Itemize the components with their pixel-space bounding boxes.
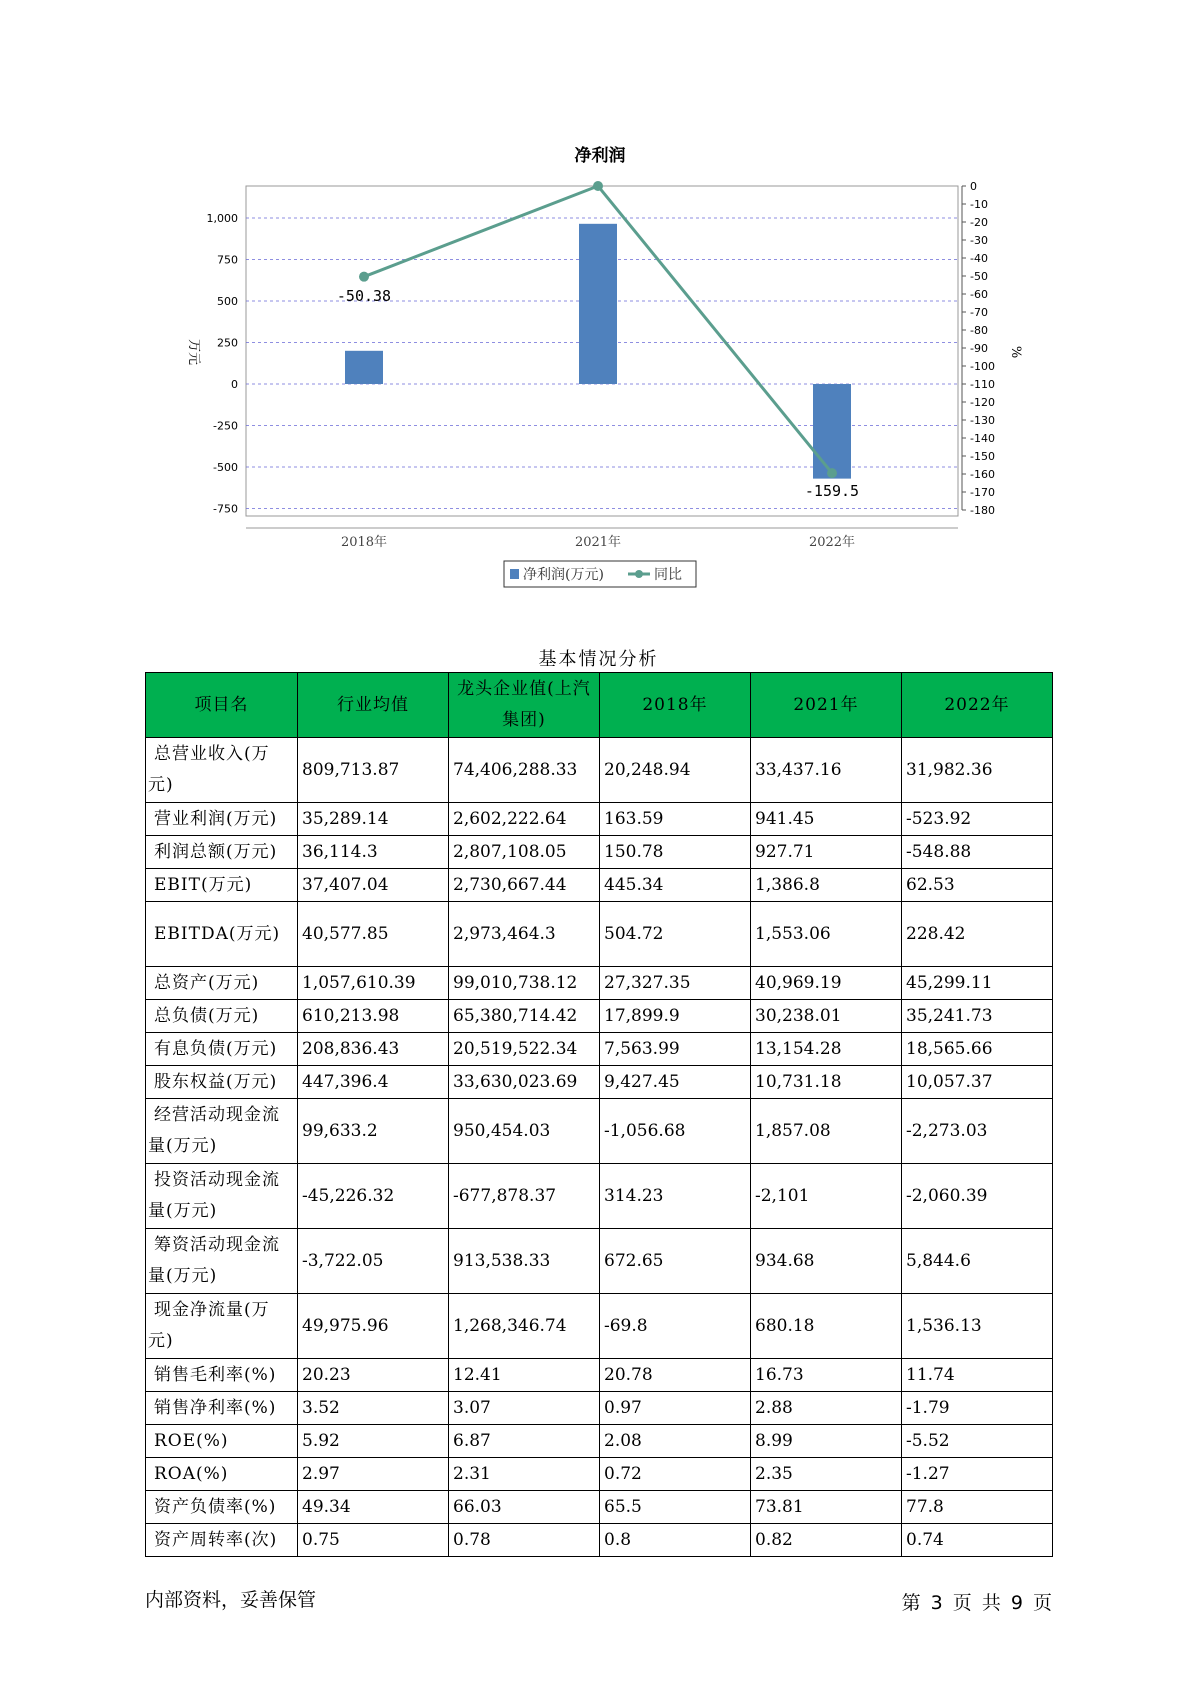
value-cell: 2,973,464.3 [449,902,600,967]
value-cell: 610,213.98 [298,1000,449,1033]
right-tick-label: -70 [970,306,988,319]
table-row [146,1425,1053,1458]
value-cell: 12.41 [449,1359,600,1392]
table-row [146,738,1053,803]
row-label-cell: 现金净流量(万元) [146,1294,298,1359]
value-cell: 65.5 [600,1491,751,1524]
value-cell: -3,722.05 [298,1229,449,1294]
value-cell: 27,327.35 [600,967,751,1000]
table-caption: 基本情况分析 [538,649,659,670]
value-cell: -523.92 [902,803,1053,836]
value-cell: 7,563.99 [600,1033,751,1066]
value-cell: -69.8 [600,1294,751,1359]
left-tick-label: -750 [213,502,238,516]
bar [345,351,383,384]
value-cell: 2.08 [600,1425,751,1458]
row-label-cell: 筹资活动现金流量(万元) [146,1229,298,1294]
value-cell: 20.78 [600,1359,751,1392]
right-tick-label: -50 [970,270,988,283]
value-cell: -548.88 [902,836,1053,869]
left-tick-label: 500 [217,295,238,308]
value-cell: 941.45 [751,803,902,836]
row-label-cell: 资产负债率(%) [146,1491,298,1524]
right-tick-label: -150 [970,450,995,463]
value-cell: 40,969.19 [751,967,902,1000]
value-cell: -2,273.03 [902,1099,1053,1164]
value-cell: 163.59 [600,803,751,836]
right-tick-label: -120 [970,396,995,409]
right-tick-label: -40 [970,252,988,265]
row-label-cell: 股东权益(万元) [146,1066,298,1099]
value-cell: 0.75 [298,1524,449,1557]
row-label-cell: 总资产(万元) [146,967,298,1000]
row-label-cell: 经营活动现金流量(万元) [146,1099,298,1164]
value-cell: 1,857.08 [751,1099,902,1164]
value-cell: 5.92 [298,1425,449,1458]
value-cell: 809,713.87 [298,738,449,803]
bar [813,384,851,479]
row-label-cell: EBIT(万元) [146,869,298,902]
value-cell: 33,630,023.69 [449,1066,600,1099]
chart-svg [0,0,1191,600]
value-cell: 927.71 [751,836,902,869]
column-header: 项目名 [146,673,298,738]
value-cell: 447,396.4 [298,1066,449,1099]
table-row [146,1033,1053,1066]
value-cell: 40,577.85 [298,902,449,967]
value-cell: 1,536.13 [902,1294,1053,1359]
yoy-point [593,181,603,191]
table-row [146,1066,1053,1099]
value-cell: 20.23 [298,1359,449,1392]
value-cell: -45,226.32 [298,1164,449,1229]
right-tick-label: -140 [970,432,995,445]
table-row [146,1524,1053,1557]
value-cell: 0.8 [600,1524,751,1557]
column-header: 2021年 [751,673,902,738]
value-cell: 2,602,222.64 [449,803,600,836]
table-row [146,1458,1053,1491]
value-cell: 0.82 [751,1524,902,1557]
value-cell: 672.65 [600,1229,751,1294]
legend-bar-swatch [510,569,519,579]
value-cell: -2,060.39 [902,1164,1053,1229]
left-tick-label: 750 [217,253,238,267]
value-cell: 10,731.18 [751,1066,902,1099]
value-cell: 99,010,738.12 [449,967,600,1000]
value-cell: 10,057.37 [902,1066,1053,1099]
value-cell: 16.73 [751,1359,902,1392]
data-label: -159.5 [804,482,860,500]
right-tick-label: -160 [970,468,995,481]
right-tick-label: -30 [970,234,988,247]
value-cell: 2.35 [751,1458,902,1491]
yoy-point [827,468,837,478]
row-label-cell: 总负债(万元) [146,1000,298,1033]
column-header: 龙头企业值(上汽集团) [449,673,600,738]
chart-title: 净利润 [574,146,626,166]
value-cell: 66.03 [449,1491,600,1524]
right-tick-label: -80 [970,324,988,337]
value-cell: 1,553.06 [751,902,902,967]
value-cell: 228.42 [902,902,1053,967]
value-cell: -1.79 [902,1392,1053,1425]
column-header: 行业均值 [298,673,449,738]
value-cell: 2,730,667.44 [449,869,600,902]
value-cell: 20,248.94 [600,738,751,803]
value-cell: -1.27 [902,1458,1053,1491]
row-label-cell: 有息负债(万元) [146,1033,298,1066]
row-label-cell: ROA(%) [146,1458,298,1491]
table-row [146,967,1053,1000]
value-cell: 2.88 [751,1392,902,1425]
value-cell: 950,454.03 [449,1099,600,1164]
value-cell: 5,844.6 [902,1229,1053,1294]
value-cell: 49,975.96 [298,1294,449,1359]
right-tick-label: -170 [970,486,995,499]
value-cell: 3.52 [298,1392,449,1425]
value-cell: 36,114.3 [298,836,449,869]
right-tick-label: -100 [970,360,995,373]
value-cell: -677,878.37 [449,1164,600,1229]
net-profit-chart [0,0,1191,600]
right-tick-label: -60 [970,288,988,301]
table-row [146,869,1053,902]
value-cell: 99,633.2 [298,1099,449,1164]
table-row [146,1392,1053,1425]
value-cell: 11.74 [902,1359,1053,1392]
row-label-cell: 营业利润(万元) [146,803,298,836]
left-tick-label: -250 [213,419,238,433]
right-tick-label: 0 [970,180,977,193]
right-tick-label: -130 [970,414,995,427]
footer-confidential-note: 内部资料，妥善保管 [145,1589,317,1611]
right-axis-name: % [1008,345,1023,359]
value-cell: 45,299.11 [902,967,1053,1000]
value-cell: 504.72 [600,902,751,967]
value-cell: 3.07 [449,1392,600,1425]
value-cell: 9,427.45 [600,1066,751,1099]
value-cell: 2.31 [449,1458,600,1491]
value-cell: 913,538.33 [449,1229,600,1294]
value-cell: 2.97 [298,1458,449,1491]
value-cell: -2,101 [751,1164,902,1229]
value-cell: 150.78 [600,836,751,869]
table-row [146,1359,1053,1392]
left-tick-label: 250 [217,336,238,350]
value-cell: -5.52 [902,1425,1053,1458]
value-cell: 680.18 [751,1294,902,1359]
table-header-row [146,673,1053,738]
legend-line-label: 同比 [654,567,682,583]
value-cell: 8.99 [751,1425,902,1458]
x-category-label: 2022年 [808,535,856,550]
column-header: 2018年 [600,673,751,738]
value-cell: 1,386.8 [751,869,902,902]
right-tick-label: -20 [970,216,988,229]
table-row [146,803,1053,836]
value-cell: 20,519,522.34 [449,1033,600,1066]
row-label-cell: EBITDA(万元) [146,902,298,967]
table-row [146,836,1053,869]
right-tick-label: -10 [970,198,988,211]
row-label-cell: 总营业收入(万元) [146,738,298,803]
table-row [146,1000,1053,1033]
value-cell: 62.53 [902,869,1053,902]
value-cell: 1,057,610.39 [298,967,449,1000]
value-cell: 77.8 [902,1491,1053,1524]
value-cell: 73.81 [751,1491,902,1524]
value-cell: 0.72 [600,1458,751,1491]
row-label-cell: 利润总额(万元) [146,836,298,869]
value-cell: 33,437.16 [751,738,902,803]
table-row [146,1164,1053,1229]
value-cell: 1,268,346.74 [449,1294,600,1359]
basic-analysis-table [145,672,1053,1557]
value-cell: 17,899.9 [600,1000,751,1033]
table-row [146,1099,1053,1164]
value-cell: 934.68 [751,1229,902,1294]
value-cell: 18,565.66 [902,1033,1053,1066]
value-cell: 74,406,288.33 [449,738,600,803]
value-cell: 208,836.43 [298,1033,449,1066]
row-label-cell: ROE(%) [146,1425,298,1458]
table-row [146,1229,1053,1294]
table-row [146,1491,1053,1524]
value-cell: 13,154.28 [751,1033,902,1066]
left-axis-name: 万元 [186,338,201,366]
value-cell: 0.97 [600,1392,751,1425]
x-category-label: 2021年 [574,535,622,550]
value-cell: 35,241.73 [902,1000,1053,1033]
data-label: -50.38 [336,287,392,305]
value-cell: 31,982.36 [902,738,1053,803]
value-cell: 49.34 [298,1491,449,1524]
value-cell: 0.78 [449,1524,600,1557]
right-tick-label: -180 [970,504,995,517]
value-cell: 65,380,714.42 [449,1000,600,1033]
row-label-cell: 投资活动现金流量(万元) [146,1164,298,1229]
legend-bar-label: 净利润(万元) [523,567,604,583]
row-label-cell: 销售毛利率(%) [146,1359,298,1392]
value-cell: 37,407.04 [298,869,449,902]
value-cell: 0.74 [902,1524,1053,1557]
yoy-point [359,272,369,282]
bar [579,224,617,384]
column-header: 2022年 [902,673,1053,738]
legend-line-marker [635,570,643,578]
left-tick-label: 0 [231,378,238,391]
value-cell: 445.34 [600,869,751,902]
right-tick-label: -110 [970,378,995,391]
value-cell: 2,807,108.05 [449,836,600,869]
value-cell: 35,289.14 [298,803,449,836]
right-tick-label: -90 [970,342,988,355]
value-cell: 6.87 [449,1425,600,1458]
footer-page-number: 第 3 页 共 9 页 [901,1592,1052,1614]
value-cell: 314.23 [600,1164,751,1229]
table-row [146,902,1053,967]
row-label-cell: 资产周转率(次) [146,1524,298,1557]
value-cell: 30,238.01 [751,1000,902,1033]
left-tick-label: 1,000 [206,212,238,225]
value-cell: -1,056.68 [600,1099,751,1164]
left-tick-label: -500 [213,461,238,474]
table-row [146,1294,1053,1359]
x-category-label: 2018年 [340,535,388,550]
row-label-cell: 销售净利率(%) [146,1392,298,1425]
